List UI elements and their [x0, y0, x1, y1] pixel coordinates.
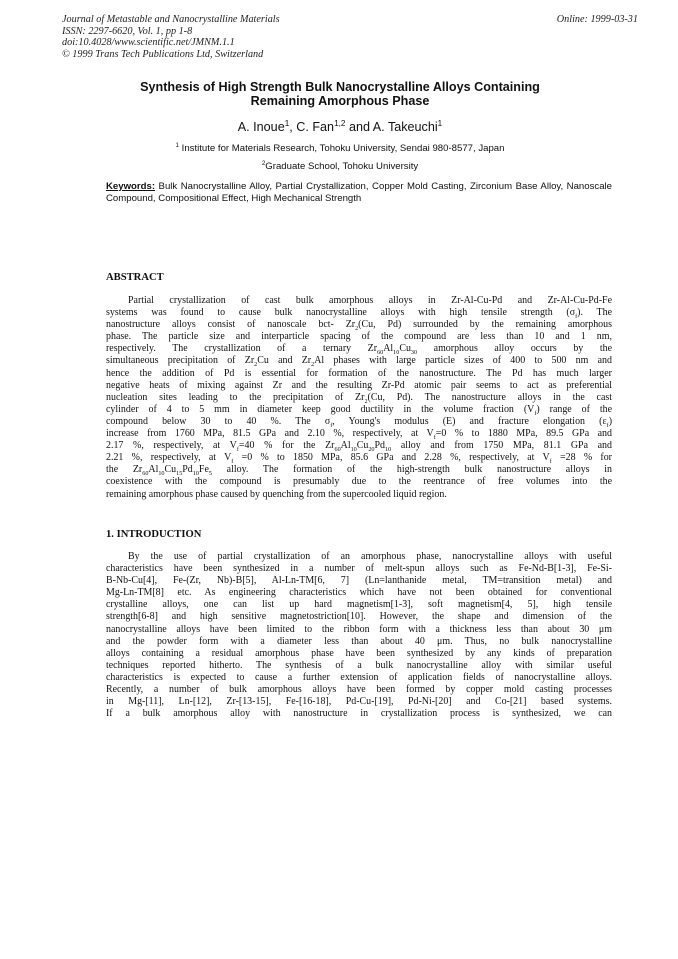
- journal-metadata: [62, 14, 280, 60]
- affil-mark: 2: [261, 159, 266, 167]
- title-line-2: Remaining Amorphous Phase: [250, 94, 430, 108]
- abstract-line: coexistence with the compound is presumably due to the reentrance of free volumes into the: [106, 476, 612, 488]
- online-date: Online: 1999-03-31: [556, 14, 638, 25]
- abstract-line: remaining amorphous phase caused by quenching from the supercooled liquid region.: [106, 488, 447, 500]
- intro-line: techniques reported hitherto. The synthesis of a bulk nanocrystalline alloy with similar useful: [106, 659, 612, 671]
- author-affil-mark: 1,2: [334, 118, 346, 128]
- introduction-body: [106, 551, 612, 720]
- abstract-line: cylinder of 4 to 5 mm in diameter keep good ductility in the volume fraction $(V_f)$ range of the: [106, 403, 612, 417]
- issn-line: ISSN: 2297-6620, Vol. 1, pp 1-8: [62, 25, 193, 37]
- intro-line: B-Nb-Cu[4], Fe-(Zr, Nb)-B[5], Al-Ln-TM[6, 7] (Ln=lanthanide metal, TM=transition metal) and: [106, 575, 612, 587]
- keywords-text: Bulk Nanocrystalline Alloy, Partial Crystallization, Copper Mold Casting, Zirconium Base Alloy, Nanoscale Compound, Compositional Effect, High Mechanical Strength: [106, 181, 612, 205]
- keywords-block: [106, 181, 612, 205]
- intro-line: alloys containing a residual amorphous phase have been synthesized by any kinds of preparation: [106, 647, 612, 659]
- author-list: [80, 120, 600, 134]
- abstract-line: phase. The particle size and interparticle spacing of the compound are less than 10 and 1 nm,: [106, 331, 612, 343]
- intro-line: characteristics is expected to cause a further extension of application fields of nanocrystalline alloys.: [106, 671, 612, 683]
- abstract-line: nanostructure alloys consist of nanoscale bct- $Zr_2(Cu$, Pd) surrounded by the remaining amorphous: [106, 319, 612, 333]
- journal-name: Journal of Metastable and Nanocrystalline Materials: [62, 14, 280, 25]
- intro-line: and the powder form with a diameter less than about 40 μm. Thus, no bulk nanocrystalline: [106, 635, 612, 647]
- affil-text: Graduate School, Tohoku University: [265, 161, 419, 172]
- abstract-line: nucleation sites leading to the precipitation of $Zr_2(Cu$, Pd). The nanostructure alloys in the cast: [106, 391, 613, 405]
- author-affil-mark: 1: [284, 118, 290, 128]
- affiliation-1: [80, 143, 600, 154]
- affiliation-2: [80, 161, 600, 172]
- intro-line: By the use of partial crystallization of an amorphous phase, nanocrystalline alloys with useful: [128, 551, 612, 562]
- doi-line: doi:10.4028/www.scientific.net/JMNM.1.1: [62, 37, 235, 49]
- keywords-label: Keywords:: [106, 181, 156, 192]
- abstract-line: respectively. The crystallization of a ternary $Zr_{60}Al_{10}Cu_{30}$ amorphous alloy occurs by the: [106, 343, 612, 357]
- intro-line: nanocrystalline alloys have been limited to the ribbon form with a thickness less than about 30 μm: [106, 623, 612, 635]
- title-line-1: Synthesis of High Strength Bulk Nanocrystalline Alloys Containing: [140, 80, 540, 94]
- abstract-line: negative heats of mixing against Zr and the resulting Zr-Pd atomic pair seems to act as preferential: [106, 379, 612, 391]
- intro-line: characteristics have been synthesized in a number of melt-spun alloys such as Fe-Nd-B[1-3], Fe-Si-: [106, 563, 612, 575]
- abstract-body: [106, 295, 612, 501]
- affil-text: Institute for Materials Research, Tohoku University, Sendai 980-8577, Japan: [181, 143, 505, 154]
- abstract-line: Partial crystallization of cast bulk amorphous alloys in Zr-Al-Cu-Pd and Zr-Al-Cu-Pd-Fe: [128, 295, 612, 306]
- author-name: , C. Fan: [289, 120, 335, 134]
- abstract-line: increase from 1760 MPa, 81.5 GPa and 2.10 %, respectively, at $V_f=0$ % to 1880 MPa, 89.5 GPa and: [106, 428, 612, 442]
- intro-line: crystalline alloys, one can list up hard magnetism[1-3], soft magnetism[4, 5], high tensile: [106, 599, 612, 611]
- intro-line: strength[6-8] and high sensitive magnetostriction[10]. However, the shape and dimension of the: [106, 611, 612, 623]
- paper-title: [80, 80, 600, 108]
- intro-line: Recently, a number of bulk amorphous alloys have been formed by copper mold casting processes: [106, 684, 612, 696]
- abstract-line: hence the addition of Pd is essential for formation of the nanostructure. The Pd has much larger: [106, 367, 612, 379]
- author-affil-mark: 1: [437, 118, 443, 128]
- affil-mark: 1: [175, 141, 179, 149]
- abstract-line: 2.17 %, respectively, at $V_f=40$ % for the $Zr_{60}Al_{10}Cu_{20}Pd_{10}$ alloy and from 1750 MPa, 81.1 GPa and: [106, 440, 612, 454]
- intro-line: If a bulk amorphous alloy with nanostructure in crystallization process is synthesized, we can: [106, 708, 612, 720]
- abstract-heading: ABSTRACT: [106, 272, 164, 283]
- abstract-line: the $Zr_{60}Al_{10}Cu_{15}Pd_{10}Fe_5$ alloy. The formation of the high-strength bulk nanostructure alloys in: [106, 464, 612, 478]
- intro-line: Mg-Ln-TM[8] etc. As engineering characteristics which have not been obtained for conventional: [106, 587, 612, 599]
- abstract-line: simultaneous precipitation of $Zr_2Cu$ and $Zr_2Al$ phases with large particle sizes of 400 to 500 nm and: [106, 355, 612, 369]
- copyright-line: © 1999 Trans Tech Publications Ltd, Switzerland: [62, 48, 264, 60]
- author-name: and A. Takeuchi: [345, 120, 438, 134]
- abstract-line: systems was found to cause bulk nanocrystalline alloys with high tensile strength $(\sigma_f)$. The: [106, 307, 612, 321]
- intro-line: in Mg-[11], Ln-[12], Zr-[13-15], Fe-[16-18], Pd-Cu-[19], Pd-Ni-[20] and Co-[21] based systems.: [106, 696, 612, 708]
- abstract-line: compound below 30 to 40 %. The $\sigma_f$, Young's modulus (E) and fracture elongation $(\varepsilon_f)$: [106, 415, 612, 429]
- author-name: A. Inoue: [237, 120, 285, 134]
- abstract-line: 2.21 %, respectively, at $V_f =0$ % to 1850 MPa, 85.6 GPa and 2.28 %, respectively, at $V_f =28$ % for: [106, 452, 612, 466]
- introduction-heading: 1. INTRODUCTION: [106, 529, 202, 540]
